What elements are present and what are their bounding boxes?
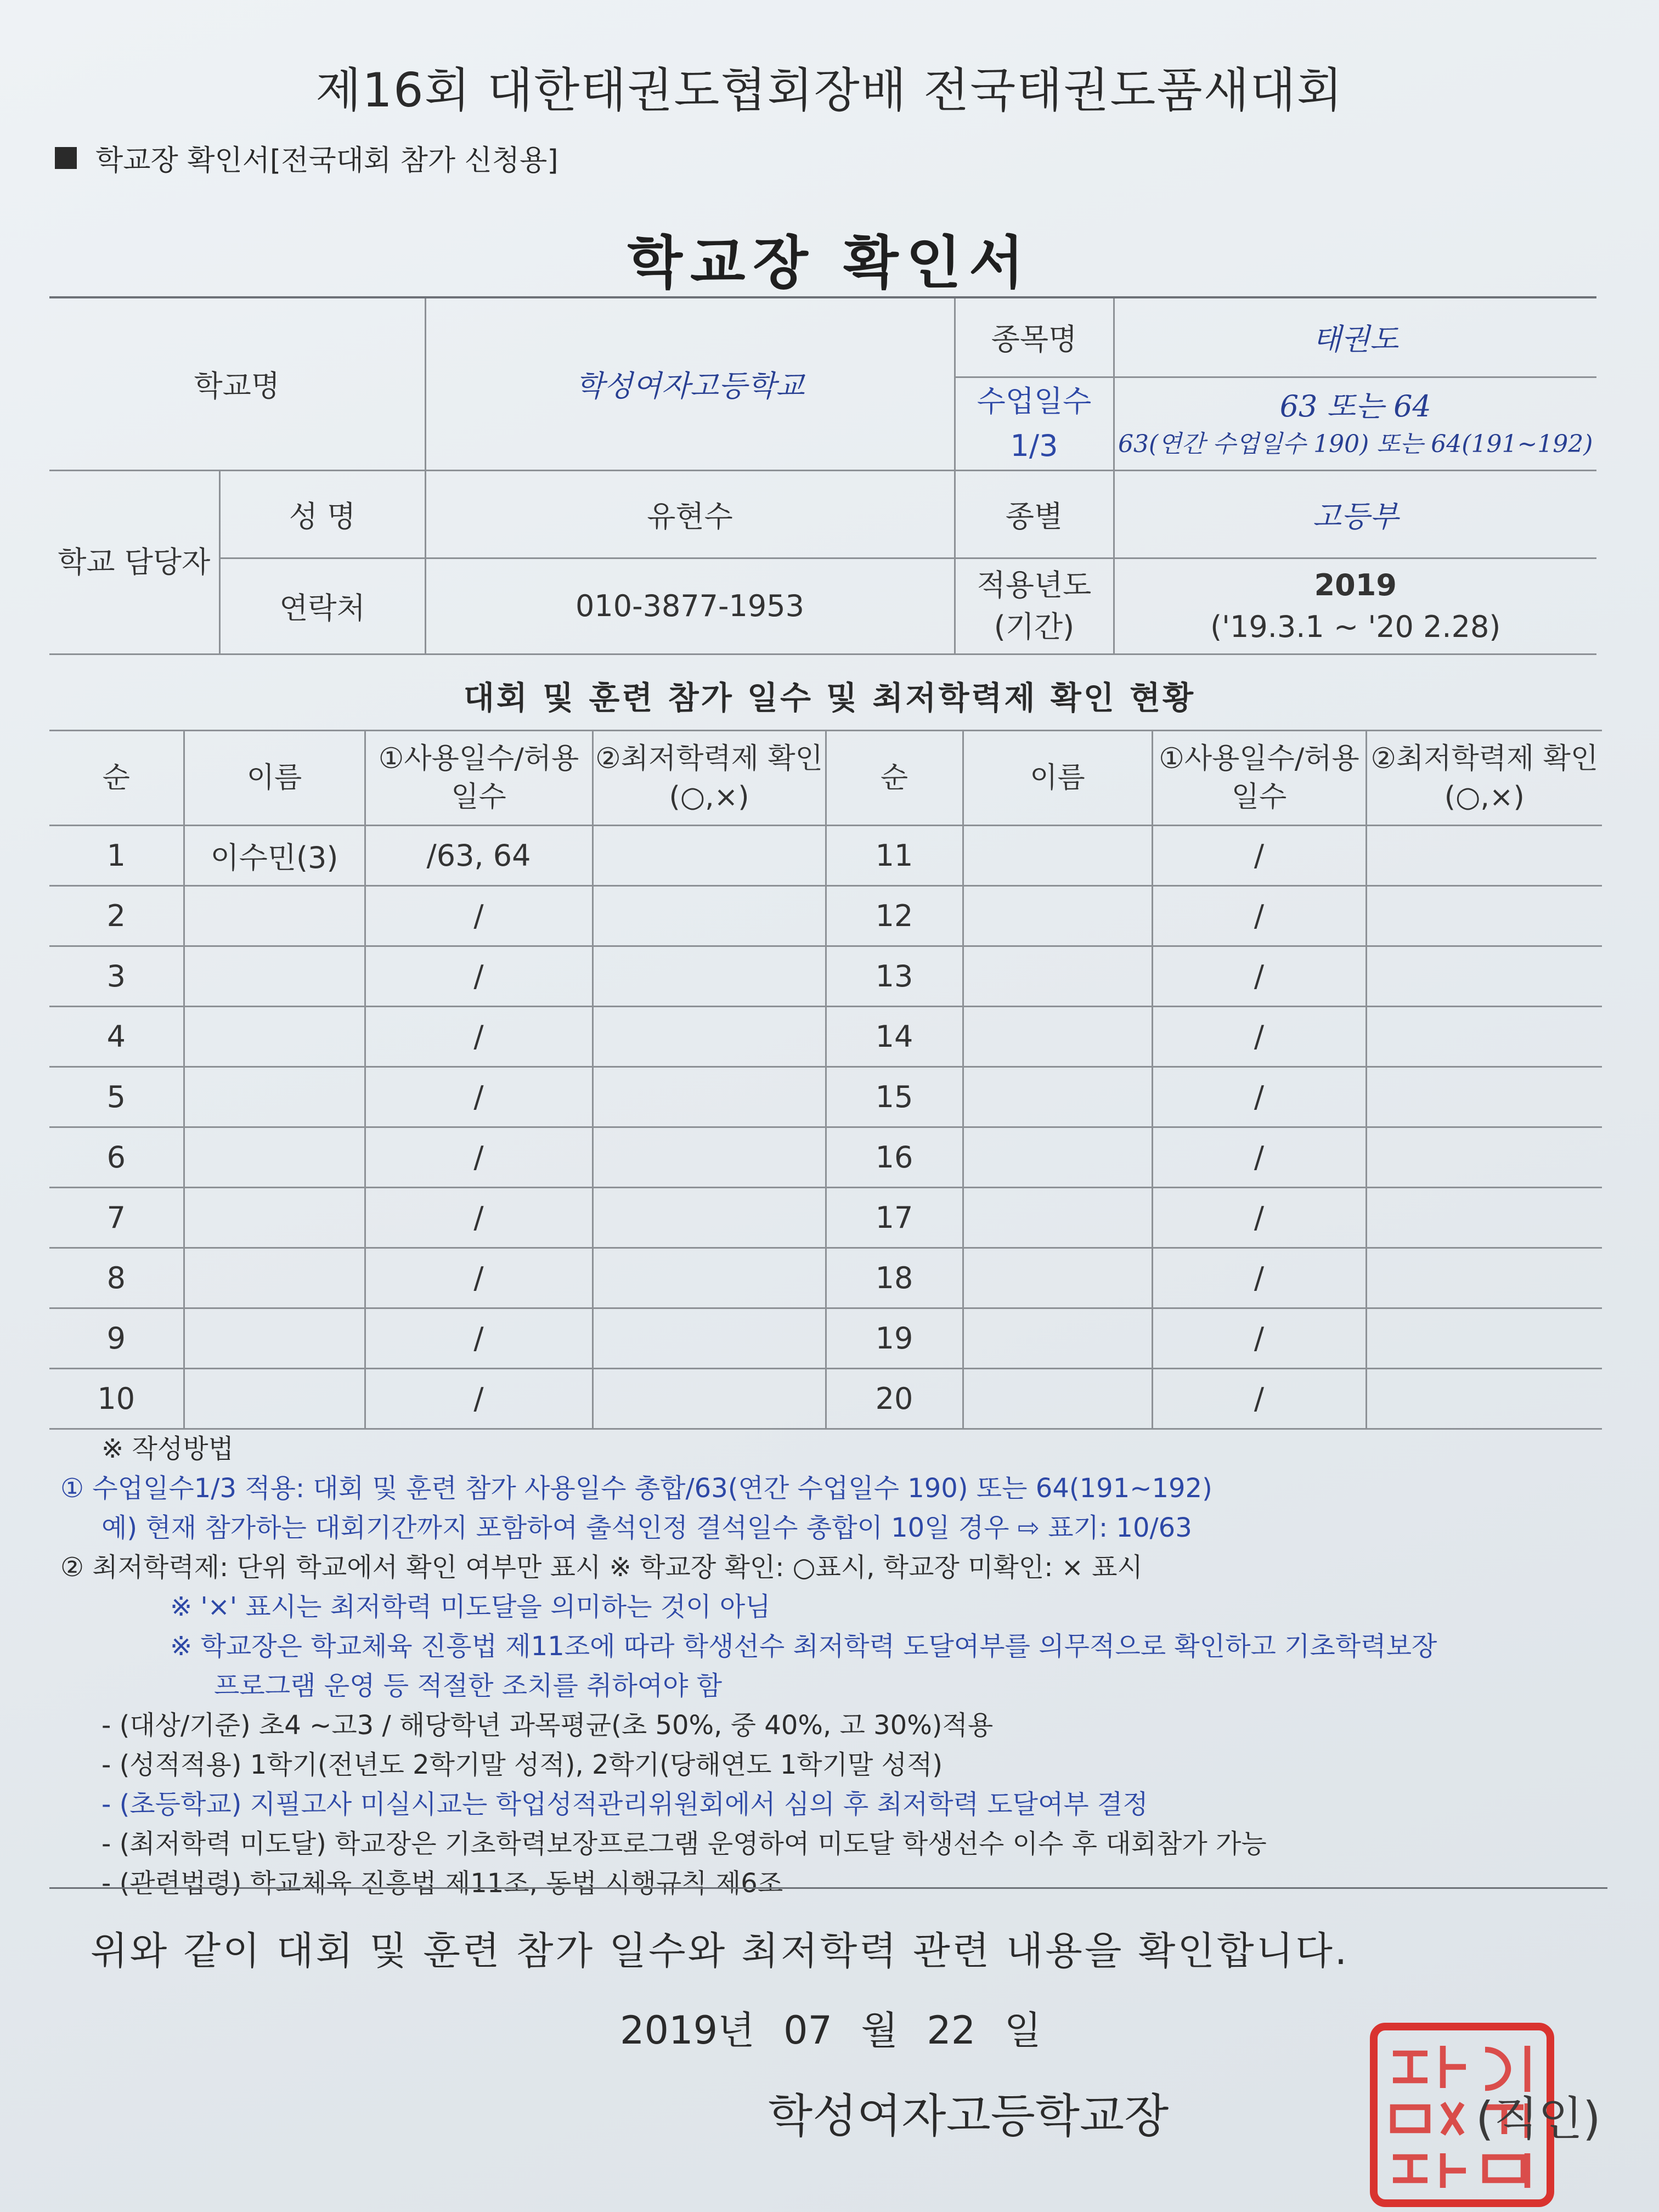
- division-value: 고등부: [1114, 470, 1596, 558]
- row-days: /: [365, 1369, 592, 1429]
- table-row: [49, 1127, 1602, 1188]
- row-check: [592, 1248, 826, 1308]
- header-no: 순: [49, 731, 184, 826]
- row-name: [184, 946, 365, 1007]
- row-days: /: [365, 1188, 592, 1248]
- row-check-right: [1366, 1007, 1602, 1067]
- contact-value: 010-3877-1953: [425, 558, 955, 654]
- row-days: /: [365, 1127, 592, 1188]
- row-no-right: 19: [826, 1308, 963, 1369]
- row-check: [592, 1067, 826, 1127]
- row-no-right: 17: [826, 1188, 963, 1248]
- document-title: 학교장 확인서: [627, 229, 1032, 296]
- header-days: ①사용일수/허용일수: [365, 731, 592, 826]
- sub-label-text: 학교장 확인서[전국대회 참가 신청용]: [95, 144, 558, 177]
- table-row: [49, 1188, 1602, 1248]
- table-row: [49, 1248, 1602, 1308]
- guide-line: ※ 작성방법: [101, 1434, 234, 1464]
- guide-line: - (최저학력 미도달) 학교장은 기초학력보장프로그램 운영하여 미도달 학생선수 이수 후 대회참가 가능: [101, 1829, 1267, 1859]
- row-no: 6: [49, 1127, 184, 1188]
- row-name: 이수민(3): [184, 826, 365, 886]
- row-name-right: [963, 1007, 1152, 1067]
- row-name: [184, 1067, 365, 1127]
- table-row: [49, 1007, 1602, 1067]
- row-no: 1: [49, 826, 184, 886]
- row-name-right: [963, 1188, 1152, 1248]
- guide-line: ※ 학교장은 학교체육 진흥법 제11조에 따라 학생선수 최저학력 도달여부를 의무적으로 확인하고 기초학력보장: [170, 1631, 1437, 1662]
- row-days-right: /: [1152, 826, 1366, 886]
- event-title: 제16회 대한태권도협회장배 전국태권도품새대회: [315, 63, 1344, 118]
- seal-note: (직인): [1476, 2092, 1601, 2146]
- row-name-right: [963, 1308, 1152, 1369]
- form-sub-label: [55, 137, 558, 178]
- division-label: 종별: [955, 470, 1114, 558]
- row-no: 8: [49, 1248, 184, 1308]
- row-name: [184, 1308, 365, 1369]
- row-days-right: /: [1152, 1248, 1366, 1308]
- guide-line: 프로그램 운영 등 적절한 조치를 취하여야 함: [214, 1671, 723, 1701]
- row-no: 7: [49, 1188, 184, 1248]
- square-bullet-icon: [55, 147, 77, 169]
- row-no: 9: [49, 1308, 184, 1369]
- guide-line: ① 수업일수1/3 적용: 대회 및 훈련 참가 사용일수 총합/63(연간 수업일수 190) 또는 64(191~192): [60, 1473, 1212, 1504]
- roster-table: [49, 730, 1602, 1430]
- row-name-right: [963, 946, 1152, 1007]
- info-table: [49, 296, 1596, 655]
- school-label: 학교명: [49, 297, 425, 470]
- year-cell: [1114, 558, 1596, 654]
- contact-label: 연락처: [219, 558, 425, 654]
- guide-line: - (성적적용) 1학기(전년도 2학기말 성적), 2학기(당해연도 1학기말 성적): [101, 1750, 943, 1780]
- row-no: 2: [49, 886, 184, 946]
- row-no-right: 12: [826, 886, 963, 946]
- guide-line: - (관련법령) 학교체육 진흥법 제11조, 동법 시행규칙 제6조: [101, 1868, 783, 1899]
- issue-date: 2019년 07 월 22 일: [620, 2008, 1042, 2053]
- row-name: [184, 1248, 365, 1308]
- row-name-right: [963, 1369, 1152, 1429]
- row-no-right: 16: [826, 1127, 963, 1188]
- row-name: [184, 1127, 365, 1188]
- year-value: 2019: [1314, 567, 1397, 602]
- name-label: 성 명: [219, 470, 425, 558]
- row-name-right: [963, 1067, 1152, 1127]
- row-no-right: 13: [826, 946, 963, 1007]
- row-no: 10: [49, 1369, 184, 1429]
- table-row: [49, 946, 1602, 1007]
- row-days-right: /: [1152, 1369, 1366, 1429]
- row-check: [592, 886, 826, 946]
- table-row: [49, 1369, 1602, 1429]
- writing-guide: [60, 1429, 1629, 1903]
- school-name: 학성여자고등학교: [425, 297, 955, 470]
- row-name: [184, 1369, 365, 1429]
- row-days-right: /: [1152, 1188, 1366, 1248]
- row-name-right: [963, 1248, 1152, 1308]
- row-check: [592, 1308, 826, 1369]
- row-days: /: [365, 1308, 592, 1369]
- status-title: 대회 및 훈련 참가 일수 및 최저학력제 확인 현황: [463, 679, 1196, 716]
- row-no: 5: [49, 1067, 184, 1127]
- row-check: [592, 1127, 826, 1188]
- sport-label: 종목명: [955, 297, 1114, 377]
- row-name: [184, 1188, 365, 1248]
- row-check: [592, 1188, 826, 1248]
- guide-line: - (대상/기준) 초4 ~고3 / 해당학년 과목평균(초 50%, 중 40%, 고 30%)적용: [101, 1710, 994, 1741]
- row-check-right: [1366, 946, 1602, 1007]
- year-label: 적용년도 (기간): [955, 558, 1114, 654]
- row-check-right: [1366, 1067, 1602, 1127]
- period-value: ('19.3.1 ~ '20 2.28): [1210, 609, 1501, 644]
- row-no: 4: [49, 1007, 184, 1067]
- row-check-right: [1366, 886, 1602, 946]
- header-name-2: 이름: [963, 731, 1152, 826]
- row-check-right: [1366, 1188, 1602, 1248]
- table-row: [49, 1067, 1602, 1127]
- guide-line: 예) 현재 참가하는 대회기간까지 포함하여 출석인정 결석일수 총합이 10일 경우 ⇨ 표기: 10/63: [101, 1513, 1192, 1543]
- header-days-2: ①사용일수/허용일수: [1152, 731, 1366, 826]
- table-row: [49, 1308, 1602, 1369]
- row-check: [592, 1007, 826, 1067]
- guide-line: ※ '×' 표시는 최저학력 미도달을 의미하는 것이 아님: [170, 1592, 771, 1622]
- header-no-2: 순: [826, 731, 963, 826]
- principal-name: 학성여자고등학교장: [768, 2089, 1169, 2143]
- table-row: [49, 826, 1602, 886]
- sport-value: 태권도: [1114, 297, 1596, 377]
- row-days: /: [365, 1007, 592, 1067]
- row-name: [184, 1007, 365, 1067]
- days-value: 63 또는 64: [1279, 389, 1431, 424]
- days-label: 수업일수1/3: [955, 377, 1114, 470]
- row-days: /63, 64: [365, 826, 592, 886]
- row-check-right: [1366, 826, 1602, 886]
- row-days-right: /: [1152, 1067, 1366, 1127]
- row-check-right: [1366, 1127, 1602, 1188]
- row-name-right: [963, 1127, 1152, 1188]
- row-check-right: [1366, 1308, 1602, 1369]
- header-name: 이름: [184, 731, 365, 826]
- divider: [49, 1887, 1607, 1889]
- header-check-2: ②최저학력제 확인(○,×): [1366, 731, 1602, 826]
- row-no-right: 15: [826, 1067, 963, 1127]
- row-days: /: [365, 946, 592, 1007]
- row-days: /: [365, 886, 592, 946]
- row-days: /: [365, 1248, 592, 1308]
- name-value: 유현수: [425, 470, 955, 558]
- days-note: 63(연간 수업일수 190) 또는 64(191~192): [1118, 430, 1593, 458]
- row-check: [592, 826, 826, 886]
- row-check-right: [1366, 1369, 1602, 1429]
- header-check: ②최저학력제 확인(○,×): [592, 731, 826, 826]
- row-days-right: /: [1152, 1007, 1366, 1067]
- manager-label: 학교 담당자: [49, 470, 219, 654]
- table-row: [49, 886, 1602, 946]
- guide-line: ② 최저학력제: 단위 학교에서 확인 여부만 표시 ※ 학교장 확인: ○표시, 학교장 미확인: × 표시: [60, 1552, 1143, 1583]
- confirm-statement: 위와 같이 대회 및 훈련 참가 일수와 최저학력 관련 내용을 확인합니다.: [91, 1928, 1350, 1973]
- row-check-right: [1366, 1248, 1602, 1308]
- roster-header-row: [49, 731, 1602, 826]
- row-days-right: /: [1152, 1127, 1366, 1188]
- row-no-right: 20: [826, 1369, 963, 1429]
- row-days-right: /: [1152, 1308, 1366, 1369]
- days-value-cell: [1114, 377, 1596, 470]
- row-days-right: /: [1152, 886, 1366, 946]
- row-name: [184, 886, 365, 946]
- row-days: /: [365, 1067, 592, 1127]
- row-days-right: /: [1152, 946, 1366, 1007]
- row-no-right: 11: [826, 826, 963, 886]
- row-no-right: 18: [826, 1248, 963, 1308]
- guide-line: - (초등학교) 지필고사 미실시교는 학업성적관리위원회에서 심의 후 최저학력 도달여부 결정: [101, 1789, 1148, 1820]
- row-no-right: 14: [826, 1007, 963, 1067]
- row-check: [592, 1369, 826, 1429]
- row-name-right: [963, 826, 1152, 886]
- row-check: [592, 946, 826, 1007]
- row-name-right: [963, 886, 1152, 946]
- row-no: 3: [49, 946, 184, 1007]
